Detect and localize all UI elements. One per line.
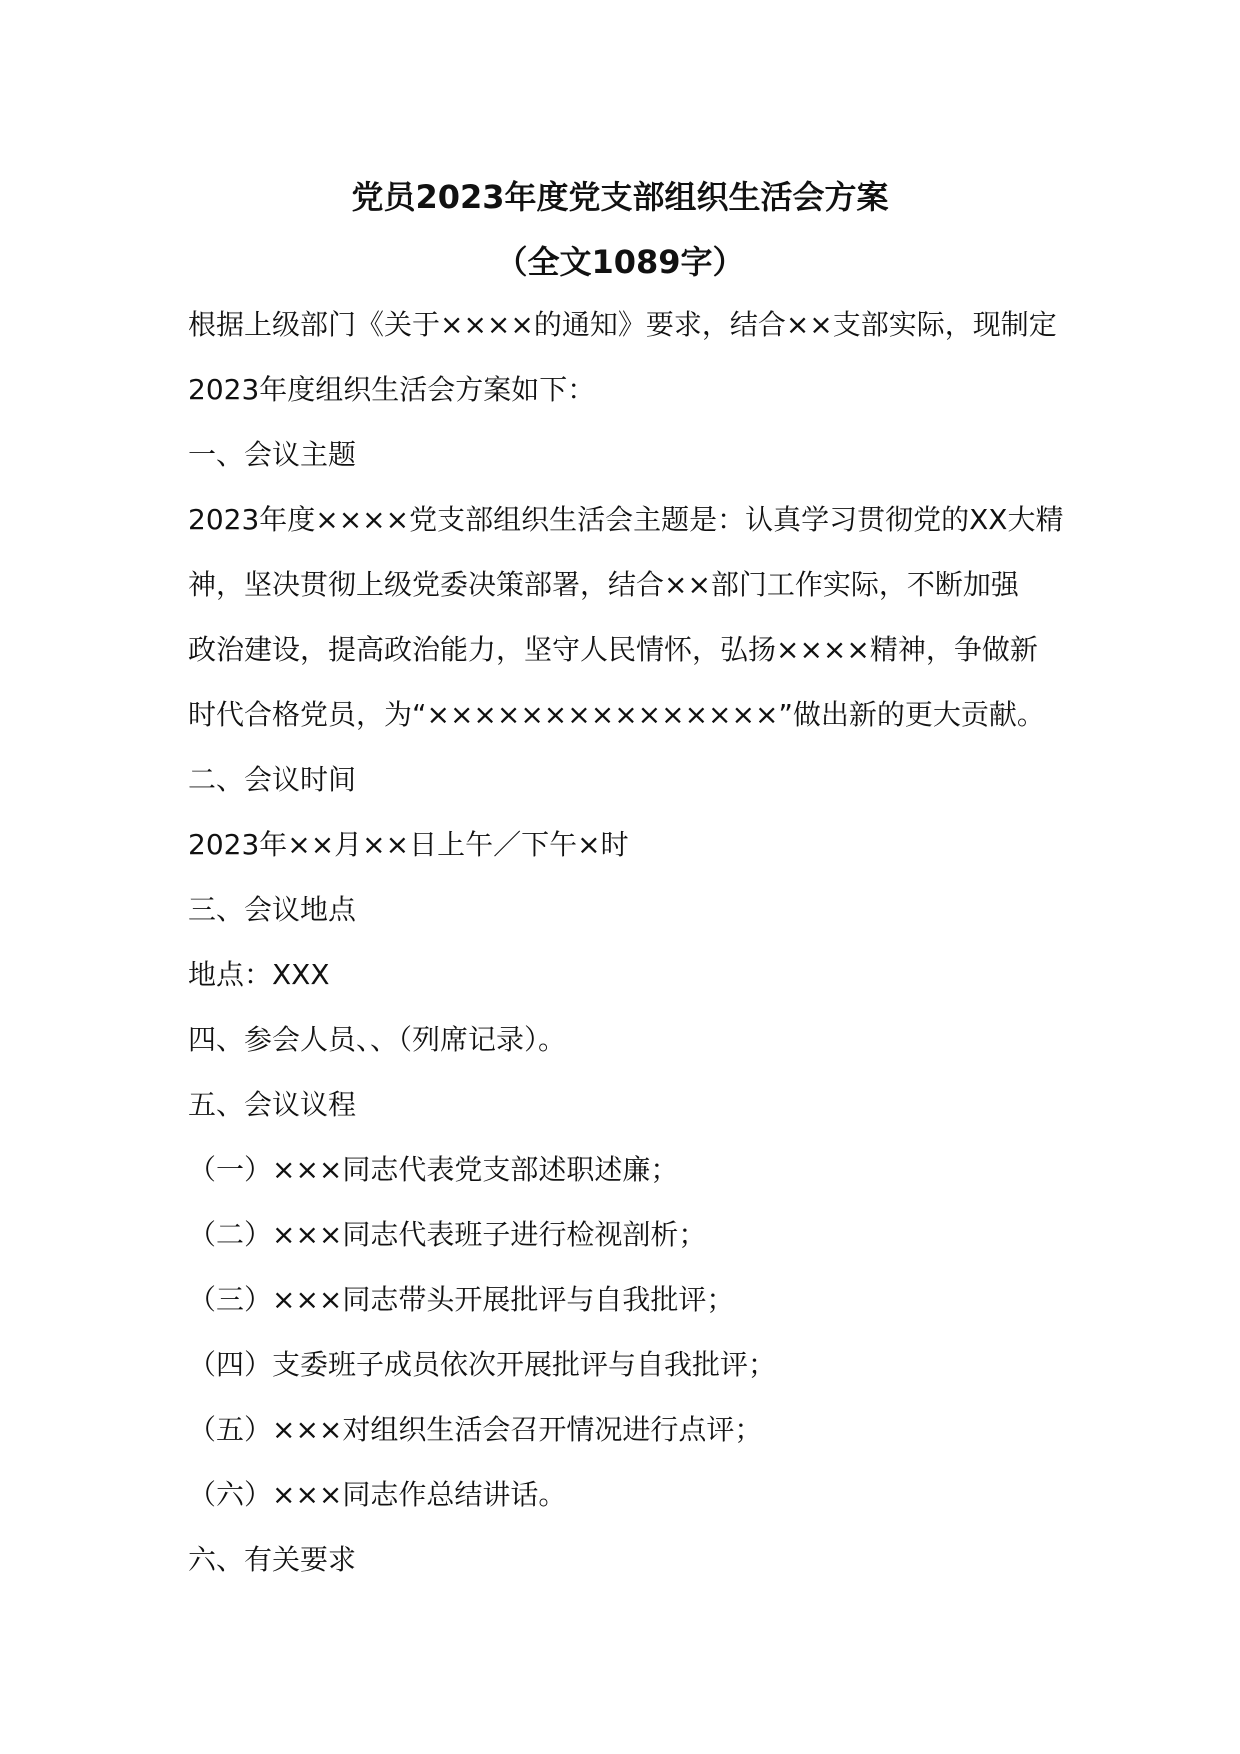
section-heading-agenda: 五、会议议程 bbox=[188, 1088, 357, 1121]
theme-paragraph-line-1: 2023年度××××党支部组织生活会主题是：认真学习贯彻党的XX大精 bbox=[188, 503, 1064, 536]
section-heading-location: 三、会议地点 bbox=[188, 893, 357, 926]
section-heading-time: 二、会议时间 bbox=[188, 763, 357, 796]
agenda-item-3: （三）×××同志带头开展批评与自我批评； bbox=[188, 1283, 735, 1316]
theme-paragraph-line-3: 政治建设，提高政治能力，坚守人民情怀，弘扬××××精神，争做新 bbox=[188, 633, 1038, 666]
meeting-time: 2023年××月××日上午／下午×时 bbox=[188, 828, 629, 861]
section-heading-theme: 一、会议主题 bbox=[188, 438, 357, 471]
document-subtitle: （全文1089字） bbox=[495, 243, 745, 281]
agenda-item-4: （四）支委班子成员依次开展批评与自我批评； bbox=[188, 1348, 777, 1381]
document-body bbox=[188, 305, 1068, 1605]
agenda-item-5: （五）×××对组织生活会召开情况进行点评； bbox=[188, 1413, 763, 1446]
theme-paragraph-line-2: 神，坚决贯彻上级党委决策部署，结合××部门工作实际，不断加强 bbox=[188, 568, 1019, 601]
theme-paragraph-line-4: 时代合格党员，为“×××××××××××××××”做出新的更大贡献。 bbox=[188, 698, 1045, 731]
section-heading-requirements: 六、有关要求 bbox=[188, 1543, 357, 1576]
intro-line-2: 2023年度组织生活会方案如下： bbox=[188, 373, 596, 406]
meeting-location: 地点：XXX bbox=[188, 958, 330, 991]
section-heading-attendees: 四、参会人员、、（列席记录）。 bbox=[188, 1023, 567, 1056]
agenda-item-6: （六）×××同志作总结讲话。 bbox=[188, 1478, 567, 1511]
agenda-item-2: （二）×××同志代表班子进行检视剖析； bbox=[188, 1218, 707, 1251]
intro-line-1: 根据上级部门《关于××××的通知》要求，结合××支部实际，现制定 bbox=[188, 308, 1057, 341]
agenda-item-1: （一）×××同志代表党支部述职述廉； bbox=[188, 1153, 679, 1186]
document-title: 党员2023年度党支部组织生活会方案 bbox=[351, 178, 889, 216]
